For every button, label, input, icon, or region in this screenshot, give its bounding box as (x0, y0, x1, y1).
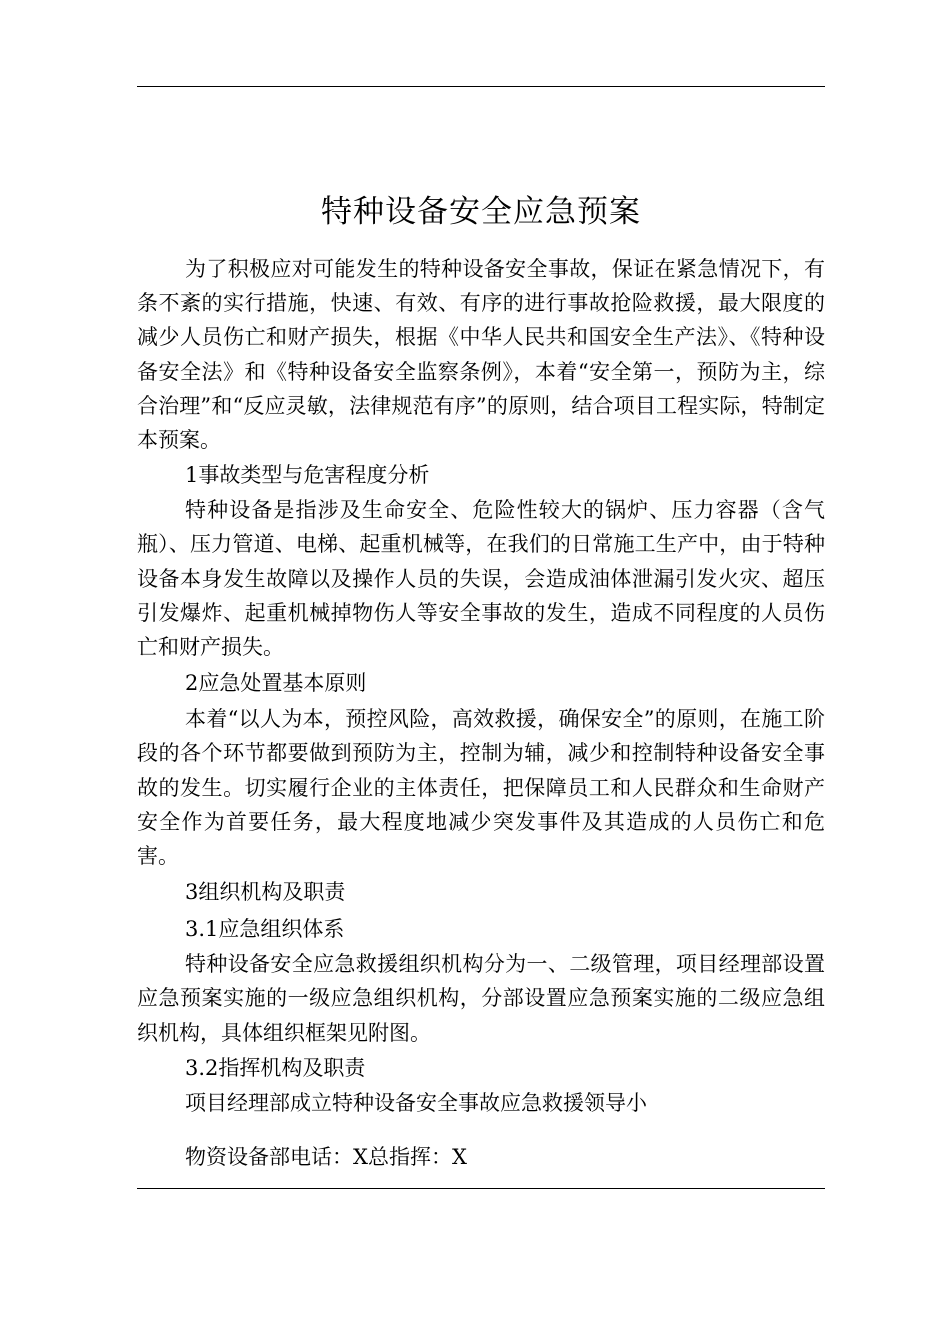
section-3-1-paragraph: 特种设备安全应急救援组织机构分为一、二级管理，项目经理部设置应急预案实施的一级应急组织机构，分部设置应急预案实施的二级应急组织机构，具体组织框架见附图。 (137, 952, 825, 1045)
header-rule (137, 86, 825, 87)
section-3-2-heading: 3.2指挥机构及职责 (185, 1055, 366, 1080)
section-2-heading: 2应急处置基本原则 (185, 671, 367, 696)
section-1-heading: 1事故类型与危害程度分析 (185, 463, 430, 488)
section-2-paragraph: 本着“以人为本，预控风险，高效救援，确保安全”的原则，在施工阶段的各个环节都要做到预防为主，控制为辅，减少和控制特种设备安全事故的发生。切实履行企业的主体责任，把保障员工和人民群众和生命财产安全作为首要任务，最大程度地减少突发事件及其造成的人员伤亡和危害。 (137, 707, 825, 869)
section-1-paragraph: 特种设备是指涉及生命安全、危险性较大的锅炉、压力容器（含气瓶）、压力管道、电梯、起重机械等，在我们的日常施工生产中，由于特种设备本身发生故障以及操作人员的失误，会造成油体泄漏引发火灾、超压引发爆炸、起重机械掉物伤人等安全事故的发生，造成不同程度的人员伤亡和财产损失。 (137, 498, 825, 660)
footer-rule (137, 1188, 825, 1189)
section-3-1-heading: 3.1应急组织体系 (185, 917, 345, 942)
paragraph-gap (137, 1120, 825, 1140)
intro-paragraph: 为了积极应对可能发生的特种设备安全事故，保证在紧急情况下，有条不紊的实行措施，快速、有效、有序的进行事故抢险救援，最大限度的减少人员伤亡和财产损失，根据《中华人民共和国安全生产法》、《特种设备安全法》和《特种设备安全监察条例》，本着“安全第一，预防为主，综合治理”和“反应灵敏，法律规范有序”的原则，结合项目工程实际，特制定本预案。 (137, 257, 825, 453)
document-body (137, 252, 825, 1174)
section-3-2-paragraph: 项目经理部成立特种设备安全事故应急救援领导小 (185, 1090, 647, 1115)
contact-line: 物资设备部电话：X总指挥：X (185, 1145, 467, 1170)
document-title: 特种设备安全应急预案 (321, 194, 641, 230)
section-3-heading: 3组织机构及职责 (185, 880, 346, 905)
